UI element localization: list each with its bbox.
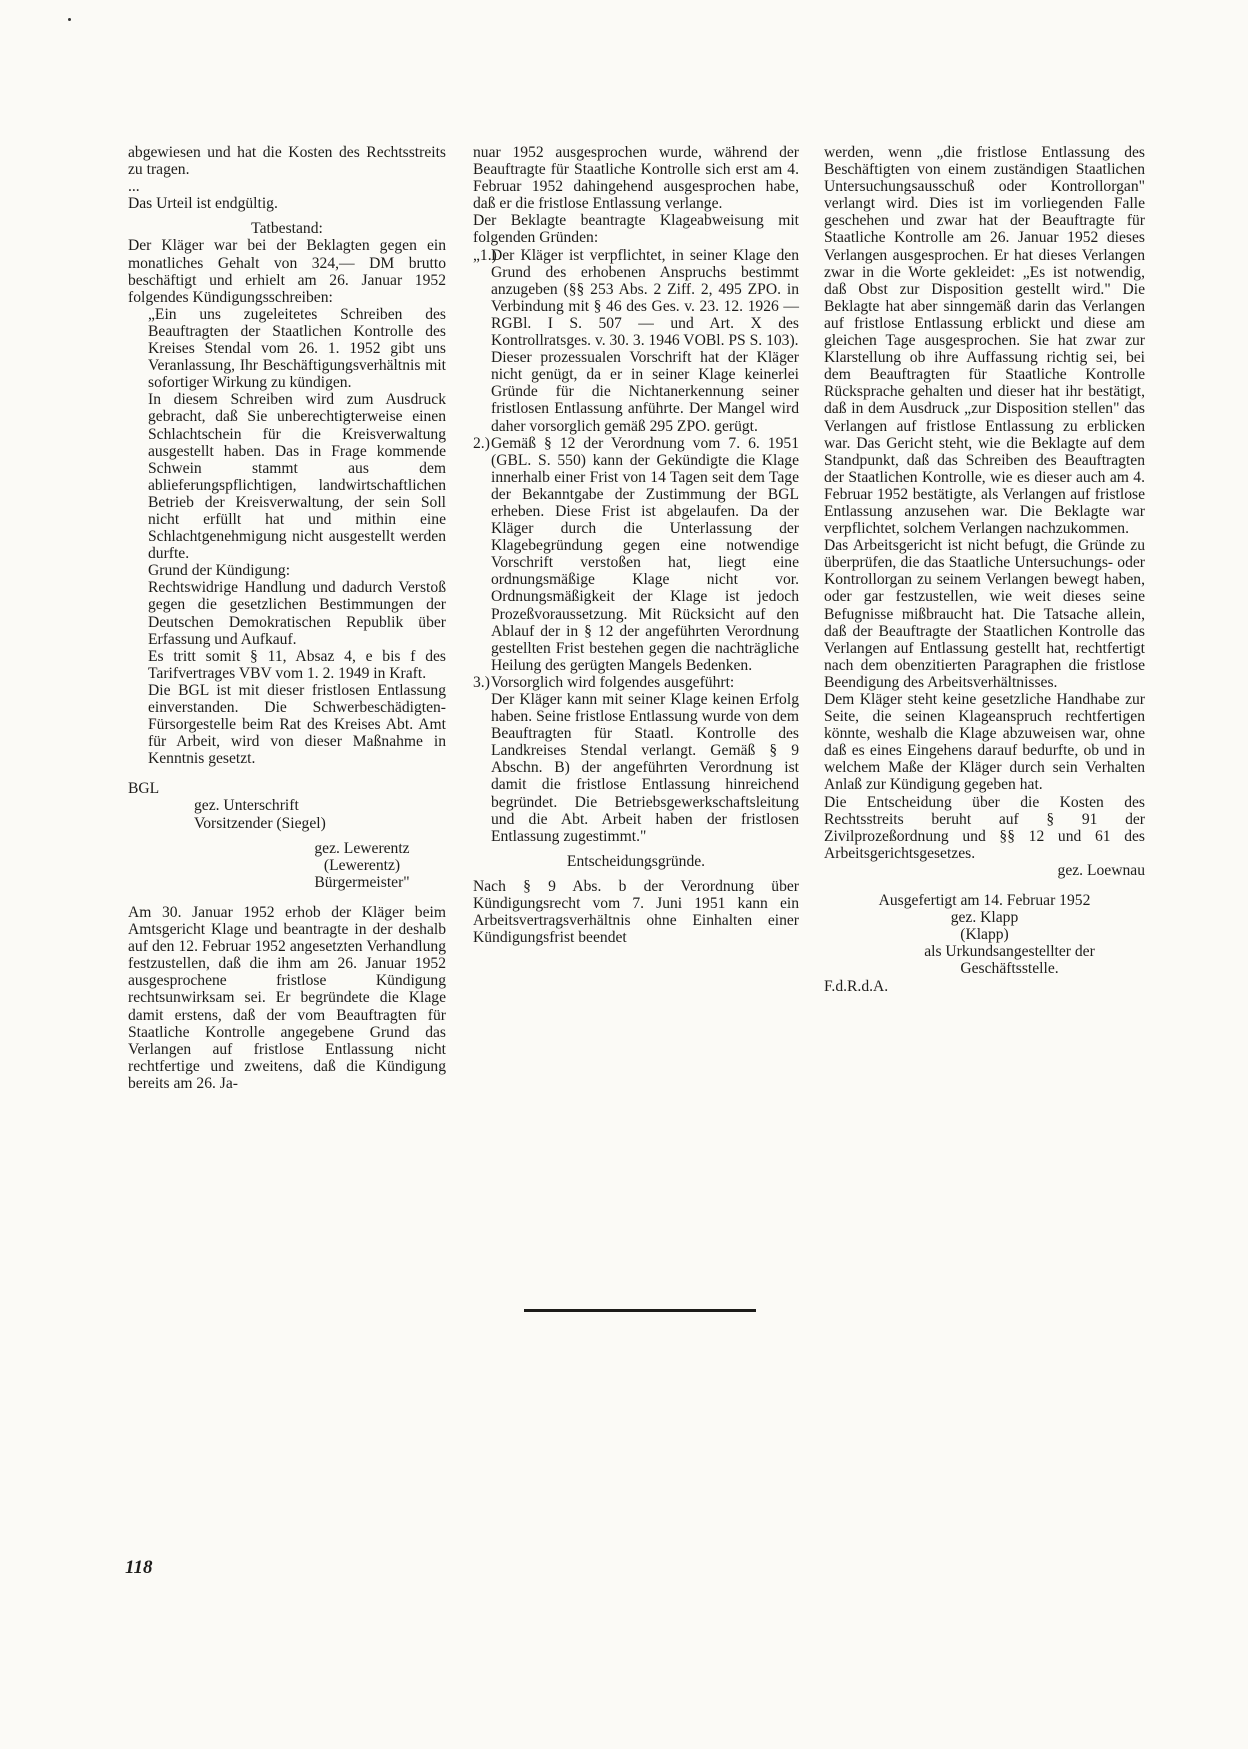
list-item [473, 246, 799, 435]
quote-paragraph: Grund der Kündigung: [148, 562, 291, 580]
issued-date: Ausgefertigt am 14. Februar 1952 [878, 892, 1091, 910]
list-text: Gemäß § 12 der Verordnung vom 7. 6. 1951 (GBL. S. 550) kann der Gekündigte die Klage innerhalb einer Frist von 14 Tagen seit dem Tage der Bekanntgabe der Zustimmung der BGL erheben. Diese Frist ist abgelaufen. Da der Kläger durch die Unterlassung der Klagebegründung gegen eine notwendige Vorschrift verstoßen hat, liegt eine ordnungsmäßige Klage nicht vor. Ordnungsmäßigkeit der Klage ist jedoch Prozeßvoraussetzung. Mit Rücksicht auf den Ablauf der in § 12 der angeführten Verordnung gestellten Frist bestehen gegen die nachträgliche Heilung des gerügten Mangels Bedenken. [491, 434, 799, 674]
paragraph: Am 30. Januar 1952 erhob der Kläger beim Amtsgericht Klage und beantragte in der deshalb auf den 12. Februar 1952 angesetzten Verhandlung festzustellen, daß die ihm am 26. Januar 1952 ausgesprochene fristlose Kündigung rechtsunwirksam sei. Er begründete die Klage damit erstens, daß der vom Beauftragten für Staatliche Kontrolle angegebene Grund das Verlangen auf fristlose Entlassung nicht rechtfertige und zweitens, daß die Kündigung bereits am 26. Ja- [128, 903, 446, 1092]
signature-bgl: BGL [128, 780, 160, 798]
signature-line: (Lewerentz) [323, 856, 401, 874]
quote-paragraph: „Ein uns zugeleitetes Schreiben des Beauftragten der Staatlichen Kontrolle des Kreises Stendal vom 26. 1. 1952 gibt uns Veranlassung, Ihr Beschäftigungsverhältnis mit sofortiger Wirkung zu kündigen. [148, 305, 446, 392]
paragraph: Dem Kläger steht keine gesetzliche Handhabe zur Seite, die seinen Klageanspruch rechtfertigen könnte, weshalb die Klage abzuweisen war, ohne daß es eines Eingehens darauf bedurfte, ob und in welchem Maße der Kläger durch sein Verhalten Anlaß zur Kündigung gegeben hat. [824, 691, 1145, 794]
signature-line: gez. Klapp [950, 909, 1019, 927]
signature-line: gez. Lewerentz [314, 839, 410, 857]
signature-line: gez. Unterschrift [194, 797, 299, 815]
paragraph: Der Kläger war bei der Beklagten gegen ein monatliches Gehalt von 324,— DM brutto beschäftigt und erhielt am 26. Januar 1952 folgendes Kündigungsschreiben: [128, 237, 446, 306]
quote-paragraph: In diesem Schreiben wird zum Ausdruck gebracht, daß Sie unberechtigterweise einen Schlachtschein für die Kreisverwaltung ausgestellt haben. Das in Frage kommende Schwein stammt aus dem ablieferungspflichtigen, landwirtschaftlichen Betrieb der Kreisverwaltung, der sein Soll nicht erfüllt hat und mithin eine Schlachtgenehmigung nicht ausgestellt werden durfte. [148, 391, 446, 563]
list-text: Der Kläger ist verpflichtet, in seiner Klage den Grund des erhobenen Anspruchs bestimmt anzugeben (§§ 253 Abs. 2 Ziff. 2, 495 ZPO. in Verbindung mit § 46 des Ges. v. 23. 12. 1926 — RGBl. I S. 507 — und Art. X des Kontrollratsges. v. 30. 3. 1946 VOBl. PS S. 103). [491, 246, 799, 350]
paragraph: Die Entscheidung über die Kosten des Rechtsstreits beruht auf § 91 der Zivilprozeßordnung und §§ 12 und 61 des Arbeitsgerichtsgesetzes. [824, 793, 1145, 862]
list-number: „1.) [473, 246, 497, 264]
signature-loewnau: gez. Loewnau [1057, 861, 1145, 879]
left-column [128, 144, 446, 1092]
paragraph: werden, wenn „die fristlose Entlassung des Beschäftigten von einem zuständigen Staatlichen Untersuchungsausschuß oder Kontrollorgan" verlangt wird. Dies ist im vorliegenden Falle geschehen und zwar hat der Beauftragte für Staatliche Kontrolle am 26. Januar 1952 dieses Verlangen ausgesprochen. Er hat dieses Verlangen zwar in die Worte gekleidet: „Es ist notwendig, daß Obst zur Disposition gestellt wird." Die Beklagte hat aber sinngemäß darin das Verlangen auf fristlose Entlassung erblickt und diese am gleichen Tage ausgesprochen. Sie hat zwar zur Klarstellung ob ihre Auffassung richtig sei, bei dem Beauftragten für Staatliche Kontrolle Rücksprache gehalten und dieser hat ihr bestätigt, daß in dem Ausdruck „zur Disposition stellen" das Verlangen auf fristlose Entlassung zu erblicken war. Das Gericht steht, wie die Beklagte auf dem Standpunkt, daß das Schreiben des Beauftragten der Staatlichen Kontrolle, wie es dieser auch am 4. Februar 1952 bestätigte, als Verlangen auf fristlose Entlassung anzusehen war. Die Beklagte war verpflichtet, solchem Verlangen nachzukommen. [824, 144, 1145, 538]
paragraph: Das Urteil ist endgültig. [128, 195, 278, 213]
paragraph: Nach § 9 Abs. b der Verordnung über Kündigungsrecht vom 7. Juni 1951 kann ein Arbeitsvertragsverhältnis ohne Einhalten einer Kündigungsfrist beendet [473, 877, 799, 947]
numbered-list [473, 247, 799, 845]
quoted-letter [128, 306, 446, 768]
end-rule [524, 1309, 756, 1312]
list-text: Der Kläger kann mit seiner Klage keinen Erfolg haben. Seine fristlose Entlassung wurde von dem Beauftragten für Staatl. Kontrolle des Landkreises Stendal verlangt. Gemäß § 9 Abschn. B) der angeführten Verordnung ist damit die fristlose Entlassung hinreichend begründet. Die Betriebsgewerkschaftsleitung und die Abt. Arbeit haben der fristlosen Entlassung zugestimmt." [491, 691, 799, 845]
paragraph: nuar 1952 ausgesprochen wurde, während der Beauftragte für Staatliche Kontrolle sich erst am 4. Februar 1952 dahingehend ausgesprochen habe, daß er die fristlose Entlassung verlange. [473, 144, 799, 213]
section-heading-tatbestand: Tatbestand: [251, 220, 323, 238]
quote-paragraph: Rechtswidrige Handlung und dadurch Verstoß gegen die gesetzlichen Bestimmungen der Deutschen Demokratischen Republik über Erfassung und Aufkauf. [148, 579, 446, 648]
list-item [473, 434, 799, 674]
paragraph: abgewiesen und hat die Kosten des Rechtsstreits zu tragen. [128, 144, 446, 179]
paragraph: Das Arbeitsgericht ist nicht befugt, die Gründe zu überprüfen, die das Staatliche Untersuchungs- oder Kontrollorgan zu seinem Verlangen bewegt haben, oder gar festzustellen, wie weit dieses seine Befugnisse mißbraucht hat. Die Tatsache allein, daß der Beauftragte der Staatlichen Kontrolle das Verlangen auf Entlassung gestellt hat, rechtfertigt nach dem obenzitierten Paragraphen die fristlose Beendigung des Arbeitsverhältnisses. [824, 537, 1145, 691]
paragraph: Der Beklagte beantragte Klageabweisung mit folgenden Gründen: [473, 212, 799, 247]
list-number: 2.) [473, 434, 490, 452]
list-number: 3.) [473, 673, 490, 691]
right-column [824, 144, 1145, 995]
section-heading-entscheidungsgruende: Entscheidungsgründe. [566, 852, 706, 870]
list-text: Vorsorglich wird folgendes ausgeführt: [491, 673, 735, 691]
signature-line: Bürgermeister" [314, 873, 410, 891]
list-item [473, 673, 799, 845]
scan-speck [68, 18, 71, 21]
quote-paragraph: Die BGL ist mit dieser fristlosen Entlassung einverstanden. Die Schwerbeschädigten-Fürsorgestelle beim Rat des Kreises Abt. Amt für Arbeit, wird von dieser Maßnahme in Kenntnis gesetzt. [148, 681, 446, 768]
ellipsis: ... [128, 178, 140, 196]
middle-column [473, 144, 799, 946]
signature-line: (Klapp) [960, 926, 1009, 944]
clerk-title: als Urkundsangestellter der Geschäftsstelle. [924, 943, 1095, 978]
quote-paragraph: Es tritt somit § 11, Absaz 4, e bis f des Tarifvertrages VBV vom 1. 2. 1949 in Kraft. [148, 647, 446, 682]
certification-mark: F.d.R.d.A. [824, 977, 889, 995]
signature-line: Vorsitzender (Siegel) [194, 814, 326, 832]
list-text: Dieser prozessualen Vorschrift hat der Kläger nicht genügt, da er in seiner Klage keinerlei Gründe für die Nichtanerkennung seiner fristlosen Entlassung anführte. Der Mangel wird daher vorsorglich gemäß 295 ZPO. gerügt. [491, 349, 799, 435]
page-number: 118 [125, 1557, 153, 1578]
